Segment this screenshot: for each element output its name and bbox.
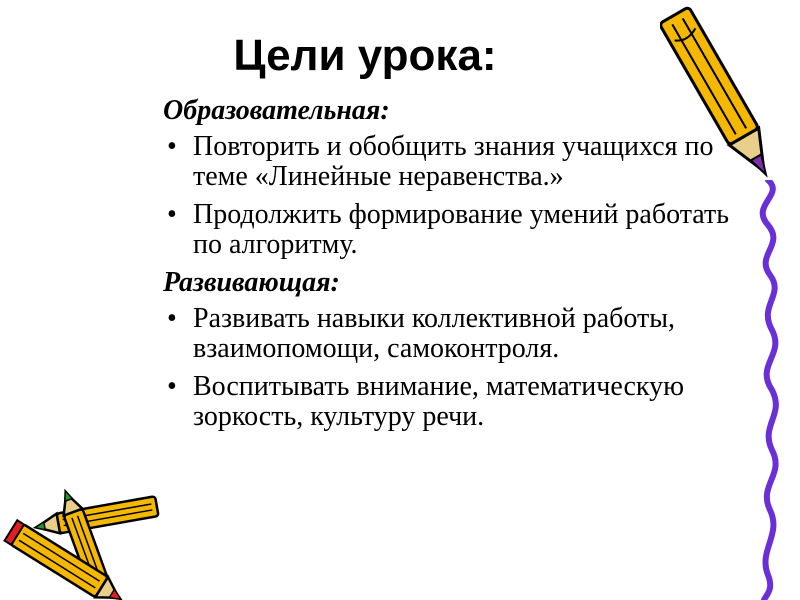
bullet-text: Развивать навыки коллективной работы, взаимопомощи, самоконтроля. bbox=[193, 303, 676, 364]
bullet-icon: • bbox=[167, 131, 177, 162]
section-heading-developmental: Развивающая: bbox=[163, 267, 340, 298]
bullet-icon: • bbox=[167, 303, 177, 334]
bullet-text: Продолжить формирование умений работать по алгоритму. bbox=[193, 199, 730, 260]
bullet-icon: • bbox=[167, 371, 177, 402]
list-item bbox=[163, 200, 753, 260]
section-heading-educational: Образовательная: bbox=[163, 95, 390, 126]
bullet-text: Воспитывать внимание, математическую зоркость, культуру речи. bbox=[193, 371, 685, 432]
list-item bbox=[163, 372, 753, 432]
list-item bbox=[163, 304, 753, 364]
bullet-text: Повторить и обобщить знания учащихся по теме «Линейные неравенства.» bbox=[193, 131, 714, 192]
bullet-icon: • bbox=[167, 199, 177, 230]
pencils-icon-bottom-left bbox=[0, 480, 170, 600]
pencil-icon-top-right bbox=[660, 0, 780, 190]
scribble-line-decoration bbox=[730, 180, 790, 600]
slide-title: Цели урока: bbox=[233, 31, 497, 80]
bullet-list-developmental bbox=[163, 304, 753, 432]
